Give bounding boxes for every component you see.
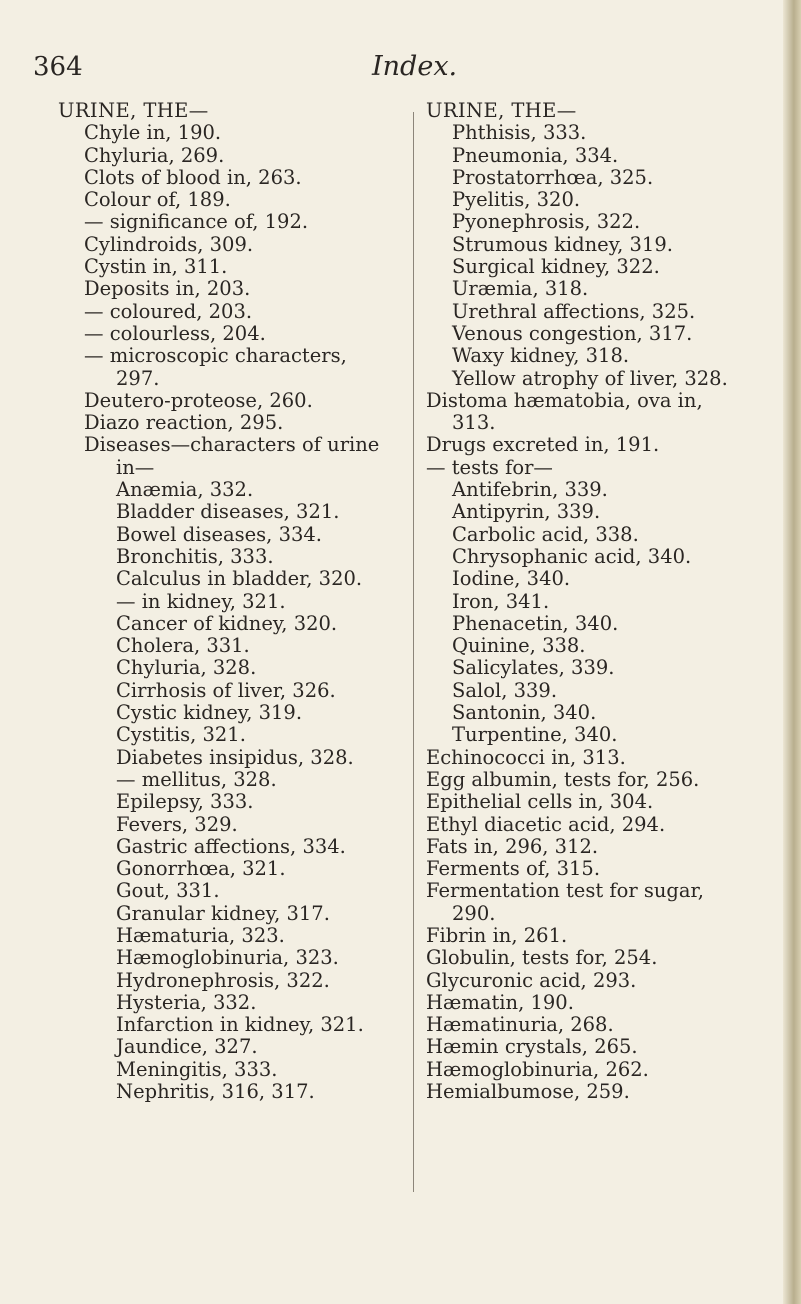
index-continuation: 297. <box>116 366 160 390</box>
index-subentry: — in kidney, 321. <box>116 589 286 613</box>
index-entry: Diazo reaction, 295. <box>84 411 284 435</box>
index-entry: Distoma hæmatobia, ova in, <box>426 388 703 412</box>
index-entry: Diseases—characters of urine <box>84 433 380 457</box>
index-entry: Glycuronic acid, 293. <box>426 968 637 992</box>
index-entry: Chrysophanic acid, 340. <box>452 544 692 568</box>
index-entry: Pyelitis, 320. <box>452 188 581 212</box>
index-entry: Meningitis, 333. <box>116 1057 278 1081</box>
index-entry: Diabetes insipidus, 328. <box>116 745 354 769</box>
index-entry: Hæmatinuria, 268. <box>426 1013 614 1037</box>
index-entry: Salicylates, 339. <box>452 656 615 680</box>
index-entry: Globulin, tests for, 254. <box>426 946 658 970</box>
index-subentry: — mellitus, 328. <box>116 767 277 791</box>
index-entry: Drugs excreted in, 191. <box>426 433 660 457</box>
index-entry: Cystic kidney, 319. <box>116 701 303 725</box>
index-entry: Fats in, 296, 312. <box>426 834 599 858</box>
index-entry: Antifebrin, 339. <box>452 478 608 502</box>
index-entry: Carbolic acid, 338. <box>452 522 639 546</box>
index-entry: Clots of blood in, 263. <box>84 165 302 189</box>
index-subentry: — microscopic characters, <box>84 344 347 368</box>
index-heading: URINE, THE— <box>58 99 209 122</box>
index-entry: Uræmia, 318. <box>452 277 589 301</box>
index-entry: Cancer of kidney, 320. <box>116 611 338 635</box>
index-entry: Pneumonia, 334. <box>452 143 619 167</box>
index-entry: Colour of, 189. <box>84 188 231 212</box>
index-continuation: 290. <box>452 901 496 925</box>
index-entry: Bronchitis, 333. <box>116 544 274 568</box>
index-subentry: — significance of, 192. <box>84 210 309 234</box>
index-entry: Fermentation test for sugar, <box>426 879 704 903</box>
index-entry: Turpentine, 340. <box>452 723 618 747</box>
index-entry: Venous congestion, 317. <box>452 321 693 345</box>
page-title: Index. <box>372 51 458 82</box>
index-entry: Ferments of, 315. <box>426 857 601 881</box>
index-subentry: — coloured, 203. <box>84 299 253 323</box>
index-entry: Gout, 331. <box>116 879 220 903</box>
index-continuation: 313. <box>452 411 496 435</box>
index-entry: Urethral affections, 325. <box>452 299 696 323</box>
index-entry: Cirrhosis of liver, 326. <box>116 678 336 702</box>
index-entry: Jaundice, 327. <box>116 1035 258 1059</box>
index-entry: Strumous kidney, 319. <box>452 232 673 256</box>
index-entry: Chyluria, 328. <box>116 656 257 680</box>
index-entry: Salol, 339. <box>452 678 558 702</box>
index-entry: Infarction in kidney, 321. <box>116 1013 364 1037</box>
index-entry: Deutero-proteose, 260. <box>84 388 313 412</box>
index-entry: Echinococci in, 313. <box>426 745 626 769</box>
index-entry: Fevers, 329. <box>116 812 238 836</box>
index-entry: Anæmia, 332. <box>116 478 254 502</box>
index-entry: Phthisis, 333. <box>452 121 587 145</box>
index-entry: Surgical kidney, 322. <box>452 255 660 279</box>
index-entry: Bowel diseases, 334. <box>116 522 322 546</box>
index-entry: Quinine, 338. <box>452 634 586 658</box>
index-entry: Cholera, 331. <box>116 634 250 658</box>
index-entry: Nephritis, 316, 317. <box>116 1080 315 1104</box>
index-entry: Egg albumin, tests for, 256. <box>426 767 700 791</box>
index-entry: Epilepsy, 333. <box>116 790 254 814</box>
index-entry: Prostatorrhœa, 325. <box>452 165 654 189</box>
index-entry: Bladder diseases, 321. <box>116 500 340 524</box>
index-entry: Hydronephrosis, 322. <box>116 968 330 992</box>
index-entry: Hysteria, 332. <box>116 990 257 1014</box>
index-entry: Cystin in, 311. <box>84 255 228 279</box>
index-column-right <box>426 100 788 1103</box>
index-entry: Calculus in bladder, 320. <box>116 567 363 591</box>
index-heading: URINE, THE— <box>426 99 577 122</box>
index-entry: Chyluria, 269. <box>84 143 225 167</box>
column-divider <box>413 112 414 1192</box>
index-entry: Waxy kidney, 318. <box>452 344 630 368</box>
index-continuation: in— <box>116 455 155 479</box>
index-entry: Hæmoglobinuria, 262. <box>426 1057 649 1081</box>
index-entry: Hæmoglobinuria, 323. <box>116 946 339 970</box>
index-entry: Deposits in, 203. <box>84 277 251 301</box>
index-entry: Hemialbumose, 259. <box>426 1080 630 1104</box>
index-entry: Cystitis, 321. <box>116 723 246 747</box>
index-entry: Ethyl diacetic acid, 294. <box>426 812 666 836</box>
index-subentry: — colourless, 204. <box>84 321 266 345</box>
index-entry: Fibrin in, 261. <box>426 923 568 947</box>
index-entry: Gastric affections, 334. <box>116 834 346 858</box>
index-subentry: — tests for— <box>426 455 553 479</box>
index-entry: Epithelial cells in, 304. <box>426 790 654 814</box>
index-entry: Cylindroids, 309. <box>84 232 254 256</box>
index-entry: Gonorrhœa, 321. <box>116 857 286 881</box>
index-entry: Phenacetin, 340. <box>452 611 619 635</box>
index-entry: Antipyrin, 339. <box>452 500 601 524</box>
index-entry: Santonin, 340. <box>452 701 597 725</box>
index-entry: Iron, 341. <box>452 589 550 613</box>
index-entry: Pyonephrosis, 322. <box>452 210 641 234</box>
index-entry: Iodine, 340. <box>452 567 571 591</box>
index-entry: Chyle in, 190. <box>84 121 222 145</box>
index-entry: Hæmaturia, 323. <box>116 923 285 947</box>
index-column-left <box>58 100 413 1103</box>
index-entry: Hæmatin, 190. <box>426 990 574 1014</box>
page-number: 364 <box>33 52 83 82</box>
index-entry: Granular kidney, 317. <box>116 901 330 925</box>
index-entry: Hæmin crystals, 265. <box>426 1035 638 1059</box>
index-entry: Yellow atrophy of liver, 328. <box>452 366 728 390</box>
